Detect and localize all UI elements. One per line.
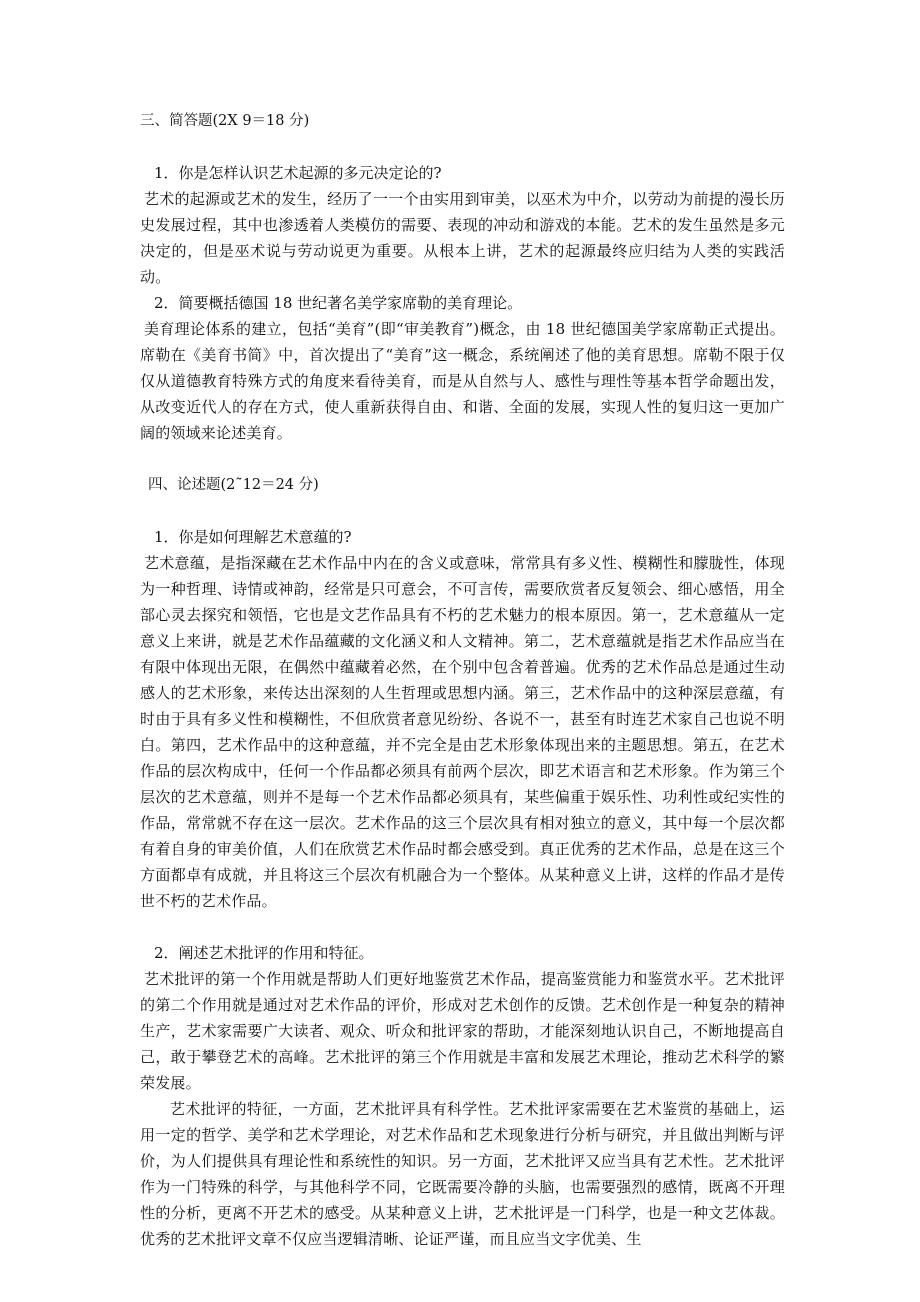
answer-art-criticism-features: 艺术批评的特征，一方面，艺术批评具有科学性。艺术批评家需要在艺术鉴赏的基础上，运用一定的哲学、美学和艺术学理论，对艺术作品和艺术现象进行分析与研究，并且做出判断与评价，为人们提供具有理论性和系统性的知识。另一方面，艺术批评又应当具有艺术性。艺术批评作为一门特殊的科学，与其他科学不同，它既需要冷静的头脑，也需要强烈的感情，既离不开理性的分析，更离不开艺术的感受。从某种意义上讲，艺术批评是一门科学，也是一种文艺体裁。优秀的艺术批评文章不仅应当逻辑清晰、论证严谨，而且应当文字优美、生 bbox=[140, 1100, 785, 1248]
answer-art-origin: 艺术的起源或艺术的发生，经历了一一个由实用到审美，以巫术为中介，以劳动为前提的漫长历史发展过程，其中也渗透着人类模仿的需要、表现的冲动和游戏的本能。艺术的发生虽然是多元决定的，但是巫术说与劳动说更为重要。从根本上讲，艺术的起源最终应归结为人类的实践活动。 bbox=[140, 190, 785, 286]
question-schiller-aesthetic-education: 2．简要概括德国 18 世纪著名美学家席勒的美育理论。 bbox=[154, 294, 523, 312]
blank-line bbox=[140, 446, 785, 472]
blank-line bbox=[140, 134, 785, 160]
section-heading-short-answer: 三、简答题(2X 9＝18 分) bbox=[140, 113, 310, 129]
blank-line bbox=[140, 914, 785, 940]
question-art-origin: 1．你是怎样认识艺术起源的多元决定论的? bbox=[154, 164, 442, 182]
answer-artistic-connotation: 艺术意蕴，是指深藏在艺术作品中内在的含义或意味，常常具有多义性、模糊性和朦胧性，体现为一种哲理、诗情或神韵，经常是只可意会，不可言传，需要欣赏者反复领会、细心感悟，用全部心灵去探究和领悟，它也是文艺作品具有不朽的艺术魅力的根本原因。第一，艺术意蕴从一定意义上来讲，就是艺术作品蕴藏的文化涵义和人文精神。第二，艺术意蕴就是指艺术作品应当在有限中体现出无限，在偶然中蕴藏着必然，在个别中包含着普遍。优秀的艺术作品总是通过生动感人的艺术形象，来传达出深刻的人生哲理或思想内涵。第三，艺术作品中的这种深层意蕴，有时由于具有多义性和模糊性，不但欣赏者意见纷纷、各说不一，甚至有时连艺术家自己也说不明白。第四，艺术作品中的这种意蕴，并不完全是由艺术形象体现出来的主题思想。第五，在艺术作品的层次构成中，任何一个作品都必须具有前两个层次，即艺术语言和艺术形象。作为第三个层次的艺术意蕴，则并不是每一个艺术作品都必须具有，某些偏重于娱乐性、功利性或纪实性的作品，常常就不存在这一层次。艺术作品的这三个层次具有相对独立的意义，其中每一个层次都有着自身的审美价值，人们在欣赏艺术作品时都会感受到。真正优秀的艺术作品，总是在这三个方面都卓有成就，并且将这三个层次有机融合为一个整体。从某种意义上讲，这样的作品才是传世不朽的艺术作品。 bbox=[140, 554, 785, 910]
document-page bbox=[140, 108, 785, 1252]
question-art-criticism: 2．阐述艺术批评的作用和特征。 bbox=[154, 944, 374, 962]
question-artistic-connotation: 1．你是如何理解艺术意蕴的? bbox=[154, 528, 352, 546]
answer-schiller-aesthetic-education: 美育理论体系的建立，包括“美育”(即“审美教育”)概念，由 18 世纪德国美学家席勒正式提出。席勒在《美育书简》中，首次提出了“美育”这一概念，系统阐述了他的美育思想。席勒不限于仅仅从道德教育特殊方式的角度来看待美育，而是从自然与人、感性与理性等基本哲学命题出发，从改变近代人的存在方式，使人重新获得自由、和谐、全面的发展，实现人性的复归这一更加广阔的领域来论述美育。 bbox=[140, 320, 785, 442]
answer-art-criticism-functions: 艺术批评的第一个作用就是帮助人们更好地鉴赏艺术作品，提高鉴赏能力和鉴赏水平。艺术批评的第二个作用就是通过对艺术作品的评价，形成对艺术创作的反馈。艺术创作是一种复杂的精神生产，艺术家需要广大读者、观众、听众和批评家的帮助，才能深刻地认识自己，不断地提高自己，敢于攀登艺术的高峰。艺术批评的第三个作用就是丰富和发展艺术理论，推动艺术科学的繁荣发展。 bbox=[140, 970, 785, 1092]
section-heading-essay: 四、论述题(2˜12＝24 分) bbox=[148, 477, 319, 493]
blank-line bbox=[140, 498, 785, 524]
